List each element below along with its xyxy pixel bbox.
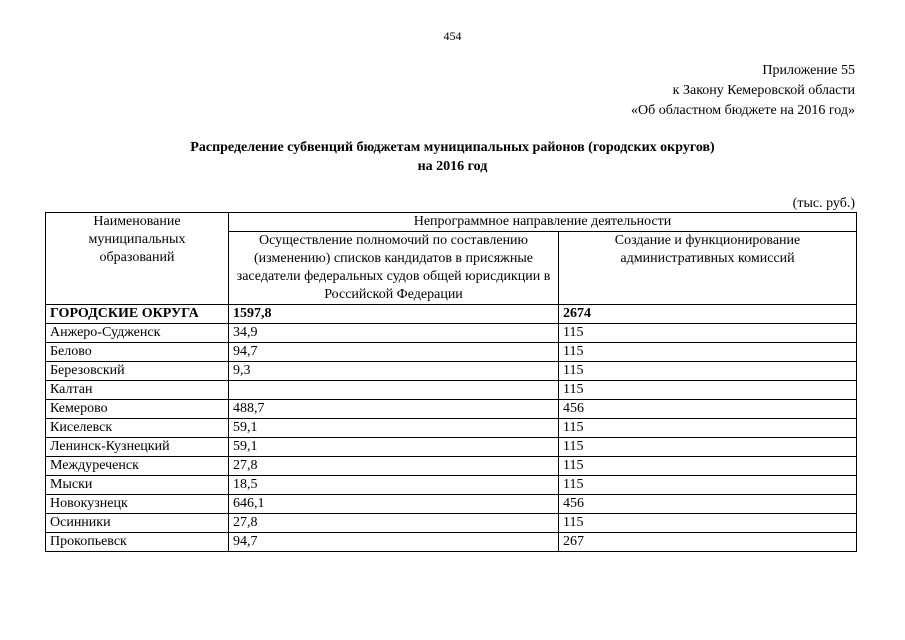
- table-row: [46, 476, 857, 495]
- row-value-2: 115: [559, 514, 857, 533]
- document-title: [0, 138, 905, 176]
- row-value-1: 34,9: [229, 324, 559, 343]
- row-value-1: 27,8: [229, 514, 559, 533]
- row-name: Белово: [46, 343, 229, 362]
- row-name: ГОРОДСКИЕ ОКРУГА: [46, 305, 229, 324]
- row-value-1: 59,1: [229, 419, 559, 438]
- table-row: [46, 381, 857, 400]
- row-value-2: 115: [559, 324, 857, 343]
- row-value-1: 488,7: [229, 400, 559, 419]
- row-value-2: 115: [559, 362, 857, 381]
- row-value-1: 59,1: [229, 438, 559, 457]
- page-number: 454: [443, 29, 462, 43]
- table-row: [46, 324, 857, 343]
- row-value-1: [229, 381, 559, 400]
- row-value-2: 115: [559, 476, 857, 495]
- row-value-2: 115: [559, 438, 857, 457]
- header-direction: Непрограммное направление деятельности: [229, 213, 857, 232]
- appendix-line: Приложение 55: [762, 63, 855, 78]
- table-row: [46, 457, 857, 476]
- row-value-2: 115: [559, 457, 857, 476]
- table-row: [46, 495, 857, 514]
- appendix-line: к Закону Кемеровской области: [672, 83, 855, 98]
- row-value-1: 27,8: [229, 457, 559, 476]
- row-value-1: 9,3: [229, 362, 559, 381]
- units-label: (тыс. руб.): [792, 196, 855, 211]
- row-value-1: 1597,8: [229, 305, 559, 324]
- row-value-2: 456: [559, 495, 857, 514]
- row-value-2: 115: [559, 343, 857, 362]
- table-row: [46, 514, 857, 533]
- header-jurors-lists: Осуществление полномочий по составлению (изменению) списков кандидатов в присяжные заседатели федеральных судов общей юрисдикции в Российской Федерации: [229, 232, 559, 305]
- row-name: Кемерово: [46, 400, 229, 419]
- row-value-2: 115: [559, 419, 857, 438]
- subventions-table: [45, 212, 857, 552]
- table-row: [46, 343, 857, 362]
- row-value-2: 456: [559, 400, 857, 419]
- header-admin-commissions: Создание и функционирование административных комиссий: [559, 232, 857, 305]
- appendix-note: [631, 61, 855, 121]
- table-row: [46, 438, 857, 457]
- row-name: Анжеро-Судженск: [46, 324, 229, 343]
- row-name: Калтан: [46, 381, 229, 400]
- row-name: Березовский: [46, 362, 229, 381]
- row-name: Осинники: [46, 514, 229, 533]
- row-name: Прокопьевск: [46, 533, 229, 552]
- row-name: Мыски: [46, 476, 229, 495]
- row-name: Киселевск: [46, 419, 229, 438]
- row-value-2: 2674: [559, 305, 857, 324]
- row-name: Новокузнецк: [46, 495, 229, 514]
- table-row: [46, 362, 857, 381]
- row-value-1: 18,5: [229, 476, 559, 495]
- title-line: Распределение субвенций бюджетам муниципальных районов (городских округов): [190, 140, 715, 155]
- header-municipality: Наименование муниципальных образований: [46, 213, 229, 305]
- table-row: [46, 400, 857, 419]
- row-name: Ленинск-Кузнецкий: [46, 438, 229, 457]
- row-value-1: 94,7: [229, 533, 559, 552]
- appendix-line: «Об областном бюджете на 2016 год»: [631, 103, 855, 118]
- row-value-2: 267: [559, 533, 857, 552]
- row-value-1: 94,7: [229, 343, 559, 362]
- table-row: [46, 533, 857, 552]
- row-value-2: 115: [559, 381, 857, 400]
- table-row: [46, 419, 857, 438]
- title-line: на 2016 год: [417, 159, 488, 174]
- row-name: Междуреченск: [46, 457, 229, 476]
- table-row-total: [46, 305, 857, 324]
- row-value-1: 646,1: [229, 495, 559, 514]
